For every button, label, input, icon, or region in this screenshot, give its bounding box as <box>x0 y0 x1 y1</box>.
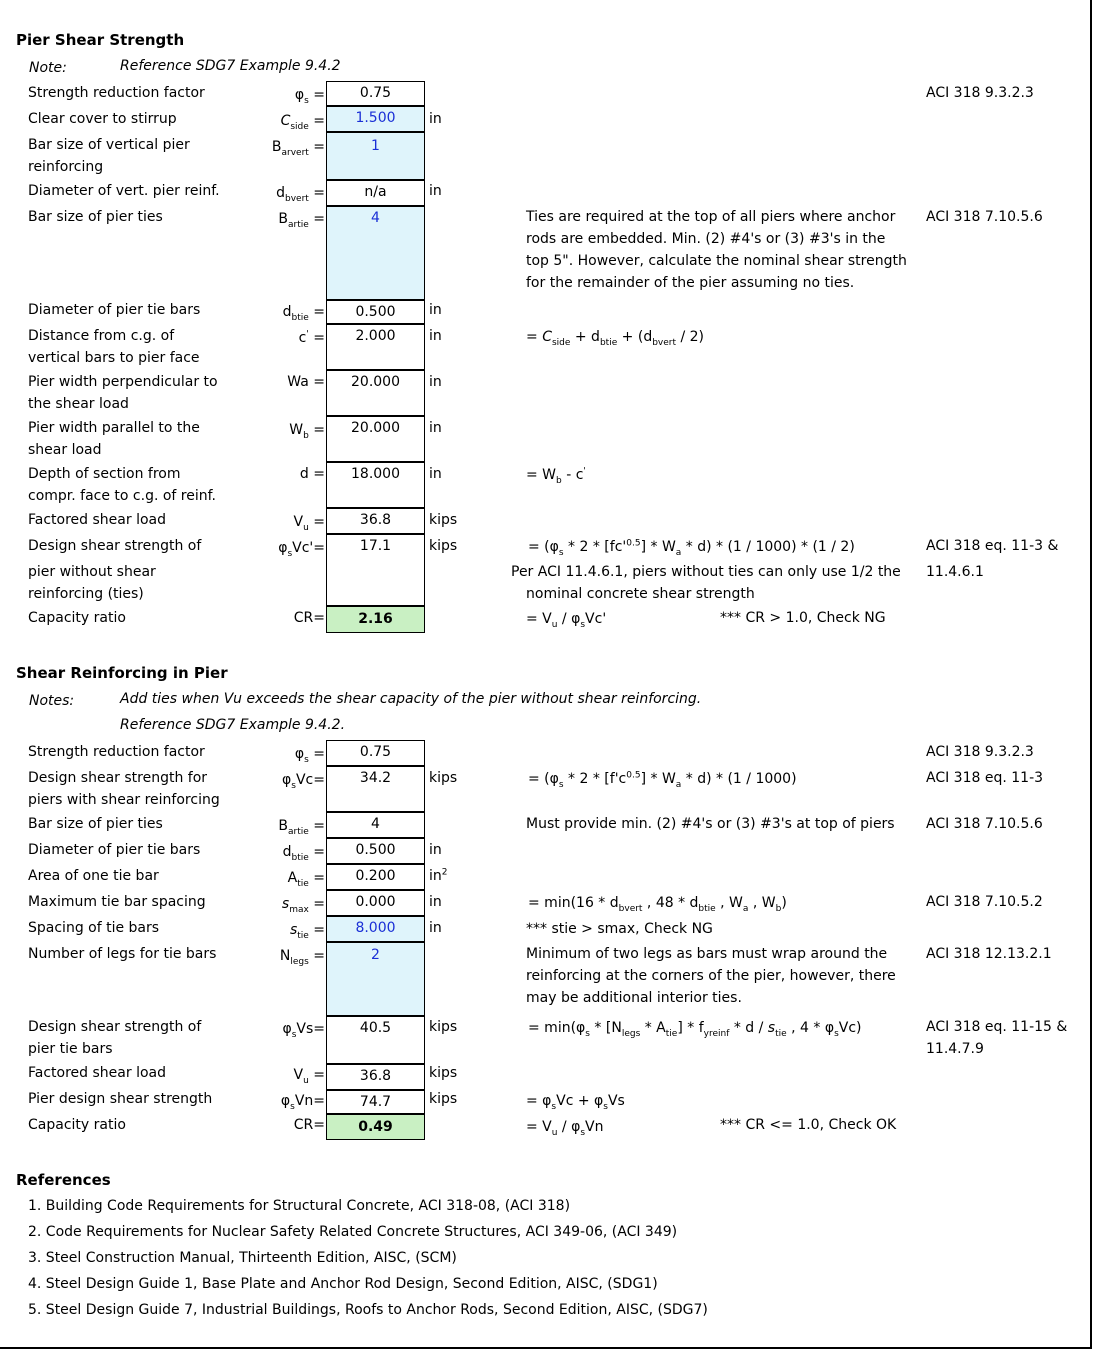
sym-a-tie: $A_{tie}$ = <box>287 870 325 889</box>
unit-kips: kips <box>429 512 458 528</box>
label-capacity-ratio: Capacity ratio <box>28 610 126 626</box>
area-tie-value: 0.200 <box>326 864 425 890</box>
label-width-par-2: shear load <box>28 442 102 458</box>
pier-section-title: Pier Shear Strength <box>16 31 185 49</box>
label-num-legs: Number of legs for tie bars <box>28 946 217 962</box>
dia-vert-value: n/a <box>326 180 425 206</box>
check-ok: *** CR <= 1.0, Check OK <box>720 1117 897 1133</box>
sym-phi-s: $\varphi_s$ = <box>294 746 325 765</box>
factored-shear-value: 36.8 <box>326 508 425 534</box>
ref-aci-71056: ACI 318 7.10.5.6 <box>926 816 1043 832</box>
ties-note-4: for the remainder of the pier assuming no ties. <box>526 275 855 291</box>
dia-tie-value: 0.500 <box>326 300 425 324</box>
sym-d-btie: $d_{btie}$ = <box>282 844 325 863</box>
unit-in2: $in^2$ <box>429 867 448 884</box>
capacity-ratio-value: 2.16 <box>326 606 425 633</box>
unit-kips: kips <box>429 1019 458 1035</box>
label-strength-reduction: Strength reduction factor <box>28 85 205 101</box>
bar-size-ties-value: 4 <box>326 812 425 838</box>
sym-vu: $V_u$ = <box>293 1067 325 1086</box>
label-dia-vert: Diameter of vert. pier reinf. <box>28 183 220 199</box>
check-stie-ng: *** stie > smax, Check NG <box>526 921 713 937</box>
formula-c-prime: = $C_{side} + d_{btie} + (d_{bvert} / 2)$ <box>526 329 705 348</box>
unit-kips: kips <box>429 770 458 786</box>
ref-aci-71052: ACI 318 7.10.5.2 <box>926 894 1043 910</box>
reference-item: 5. Steel Design Guide 7, Industrial Buildings, Roofs to Anchor Rods, Second Edition, AISC, (SDG7) <box>28 1302 708 1318</box>
design-shear-noties-value: 17.1 <box>326 534 425 606</box>
references-title: References <box>16 1171 111 1189</box>
unit-in: in <box>429 920 442 936</box>
label-design-shear-ties-2: pier tie bars <box>28 1041 113 1057</box>
legs-note-1: Minimum of two legs as bars must wrap around the <box>526 946 888 962</box>
sym-s-max: $s_{max}$ = <box>281 896 325 915</box>
bar-size-vert-input[interactable]: 1 <box>326 132 425 180</box>
unit-in: in <box>429 466 442 482</box>
width-perp-value: 20.000 <box>326 370 425 416</box>
sym-bar-vert: $B_{arvert}$ = <box>271 139 325 158</box>
label-distance-cg-2: vertical bars to pier face <box>28 350 200 366</box>
label-strength-reduction-2: Strength reduction factor <box>28 744 205 760</box>
label-dia-tie: Diameter of pier tie bars <box>28 302 201 318</box>
sym-d: d = <box>299 466 325 482</box>
width-par-value: 20.000 <box>326 416 425 462</box>
note-min-provide: Must provide min. (2) #4's or (3) #3's at top of piers <box>526 816 895 832</box>
sym-bar-tie: $B_{artie}$ = <box>278 818 325 837</box>
ref-aci-71056: ACI 318 7.10.5.6 <box>926 209 1043 225</box>
formula-vn: = $\varphi_sVc + \varphi_sVs$ <box>526 1093 625 1112</box>
ref-aci-eq-11-3: ACI 318 eq. 11-3 <box>926 770 1044 786</box>
sym-phi-vn: $\varphi_sVn=$ <box>280 1093 325 1112</box>
unit-in: in <box>429 183 442 199</box>
ties-note-2: rods are embedded. Min. (2) #4's or (3) #3's in the <box>526 231 886 247</box>
unit-in: in <box>429 328 442 344</box>
unit-in: in <box>429 374 442 390</box>
formula-vs: = $\min(\varphi_s * [N_{legs} * A_{tie}] * f_{yreinf}$ * d / $s_{tie}$ , $4 * \varphi_sVc$) <box>528 1020 862 1039</box>
label-design-shear-ties: Design shear strength of <box>28 1019 202 1035</box>
dia-tie-value-2: 0.500 <box>326 838 425 864</box>
ref-aci-eq-11-3: ACI 318 eq. 11-3 & <box>926 538 1059 554</box>
clear-cover-input[interactable]: 1.500 <box>326 106 425 132</box>
label-capacity-ratio-2: Capacity ratio <box>28 1117 126 1133</box>
shear-note-2: Reference SDG7 Example 9.4.2. <box>120 717 346 733</box>
ref-11479: 11.4.7.9 <box>926 1041 984 1057</box>
ref-aci-9323: ACI 318 9.3.2.3 <box>926 85 1034 101</box>
shear-notes-label: Notes: <box>29 693 75 709</box>
sym-n-legs: $N_{legs}$ = <box>279 948 325 967</box>
sym-vu: $V_u$ = <box>293 514 325 533</box>
ref-11461: 11.4.6.1 <box>926 564 984 580</box>
sym-cr: CR= <box>293 1117 325 1133</box>
legs-note-3: may be additional interior ties. <box>526 990 742 1006</box>
sym-phi-vc: $\varphi_sVc=$ <box>282 772 325 791</box>
label-factored-shear-2: Factored shear load <box>28 1065 166 1081</box>
unit-in: in <box>429 842 442 858</box>
label-pier-design-shear: Pier design shear strength <box>28 1091 213 1107</box>
label-clear-cover: Clear cover to stirrup <box>28 111 177 127</box>
unit-in: in <box>429 894 442 910</box>
shear-note-1: Add ties when Vu exceeds the shear capacity of the pier without shear reinforcing. <box>120 691 702 707</box>
label-design-shear-noties: Design shear strength of <box>28 538 202 554</box>
sym-s-tie: $s_{tie}$ = <box>289 922 325 941</box>
note-nominal-concrete: nominal concrete shear strength <box>526 586 755 602</box>
sym-phi-s: $\varphi_s$ = <box>294 87 325 106</box>
distance-cg-value: 2.000 <box>326 324 425 370</box>
max-spacing-value: 0.000 <box>326 890 425 916</box>
formula-vc: = $(\varphi_s * 2 * [f'c^{0.5}] * W_a * d) * (1 / 1000)$ <box>528 770 797 790</box>
label-bar-size-ties-2: Bar size of pier ties <box>28 816 163 832</box>
design-shear-with-value: 34.2 <box>326 766 425 812</box>
sym-c-prime: c' = <box>298 329 325 346</box>
shear-phi-value: 0.75 <box>326 740 425 766</box>
label-design-shear-noties-3: reinforcing (ties) <box>28 586 144 602</box>
unit-kips: kips <box>429 1091 458 1107</box>
label-factored-shear: Factored shear load <box>28 512 166 528</box>
spacing-ties-input[interactable]: 8.000 <box>326 916 425 942</box>
check-ng: *** CR > 1.0, Check NG <box>720 610 886 626</box>
unit-kips: kips <box>429 1065 458 1081</box>
unit-in: in <box>429 420 442 436</box>
pier-note-label: Note: <box>29 60 67 76</box>
label-dia-tie-2: Diameter of pier tie bars <box>28 842 201 858</box>
label-bar-size-vert: Bar size of vertical pier <box>28 137 190 153</box>
ref-aci-9323: ACI 318 9.3.2.3 <box>926 744 1034 760</box>
label-design-shear-with-2: piers with shear reinforcing <box>28 792 220 808</box>
reference-item: 2. Code Requirements for Nuclear Safety Related Concrete Structures, ACI 349-06, (ACI 349) <box>28 1224 678 1240</box>
sym-c-side: $C_{side}$ = <box>280 113 325 132</box>
unit-in: in <box>429 111 442 127</box>
pier-note: Reference SDG7 Example 9.4.2 <box>120 58 341 74</box>
formula-depth: = $W_b - c'$ <box>526 466 586 486</box>
sym-cr: CR= <box>293 610 325 626</box>
formula-cr: = $V_u / \varphi_sVc'$ <box>526 611 607 630</box>
note-11461: Per ACI 11.4.6.1, piers without ties can only use 1/2 the <box>511 564 901 580</box>
sym-bar-tie: $B_{artie}$ = <box>278 211 325 230</box>
formula-vc-prime: = $(\varphi_s * 2 * [fc'^{0.5}] * W_a * d) * (1 / 1000) * (1 / 2)$ <box>528 538 855 558</box>
unit-kips: kips <box>429 538 458 554</box>
label-width-perp: Pier width perpendicular to <box>28 374 218 390</box>
label-width-perp-2: the shear load <box>28 396 129 412</box>
legs-note-2: reinforcing at the corners of the pier, however, there <box>526 968 896 984</box>
label-width-par: Pier width parallel to the <box>28 420 200 436</box>
sym-phi-vs: $\varphi_sVs=$ <box>282 1021 325 1040</box>
formula-smax: = $\min(16 * d_{bvert}$ , $48 * d_{btie}$ , $W_a$ , $W_b$) <box>528 895 787 914</box>
formula-cr-2: = $V_u / \varphi_sVn$ <box>526 1119 604 1138</box>
reference-item: 3. Steel Construction Manual, Thirteenth Edition, AISC, (SCM) <box>28 1250 457 1266</box>
factored-shear-value-2: 36.8 <box>326 1064 425 1090</box>
label-depth: Depth of section from <box>28 466 181 482</box>
label-design-shear-noties-2: pier without shear <box>28 564 156 580</box>
sym-d-bvert: $d_{bvert}$ = <box>276 185 325 204</box>
label-depth-2: compr. face to c.g. of reinf. <box>28 488 216 504</box>
label-bar-size-vert-2: reinforcing <box>28 159 104 175</box>
ref-aci-121321: ACI 318 12.13.2.1 <box>926 946 1052 962</box>
ties-note-3: top 5". However, calculate the nominal shear strength <box>526 253 907 269</box>
pier-design-shear-value: 74.7 <box>326 1090 425 1114</box>
pier-phi-value: 0.75 <box>326 81 425 106</box>
ties-note-1: Ties are required at the top of all piers where anchor <box>526 209 896 225</box>
ref-aci-eq-11-15: ACI 318 eq. 11-15 & <box>926 1019 1068 1035</box>
reference-item: 1. Building Code Requirements for Structural Concrete, ACI 318-08, (ACI 318) <box>28 1198 571 1214</box>
label-spacing-ties: Spacing of tie bars <box>28 920 160 936</box>
sym-phi-vc-prime: $\varphi_sVc'=$ <box>278 540 325 559</box>
sym-wa: Wa = <box>287 374 325 390</box>
capacity-ratio-value-2: 0.49 <box>326 1114 425 1140</box>
label-bar-size-ties: Bar size of pier ties <box>28 209 163 225</box>
unit-in: in <box>429 302 442 318</box>
bar-size-ties-input[interactable]: 4 <box>326 206 425 300</box>
shear-section-title: Shear Reinforcing in Pier <box>16 664 228 682</box>
reference-item: 4. Steel Design Guide 1, Base Plate and Anchor Rod Design, Second Edition, AISC, (SDG1) <box>28 1276 658 1292</box>
design-shear-ties-value: 40.5 <box>326 1016 425 1064</box>
label-area-tie: Area of one tie bar <box>28 868 159 884</box>
label-distance-cg: Distance from c.g. of <box>28 328 175 344</box>
label-max-spacing: Maximum tie bar spacing <box>28 894 206 910</box>
depth-value: 18.000 <box>326 462 425 508</box>
num-legs-input[interactable]: 2 <box>326 942 425 1016</box>
sym-d-btie: $d_{btie}$ = <box>282 304 325 323</box>
sym-wb: $W_b$ = <box>289 422 325 441</box>
label-design-shear-with: Design shear strength for <box>28 770 208 786</box>
